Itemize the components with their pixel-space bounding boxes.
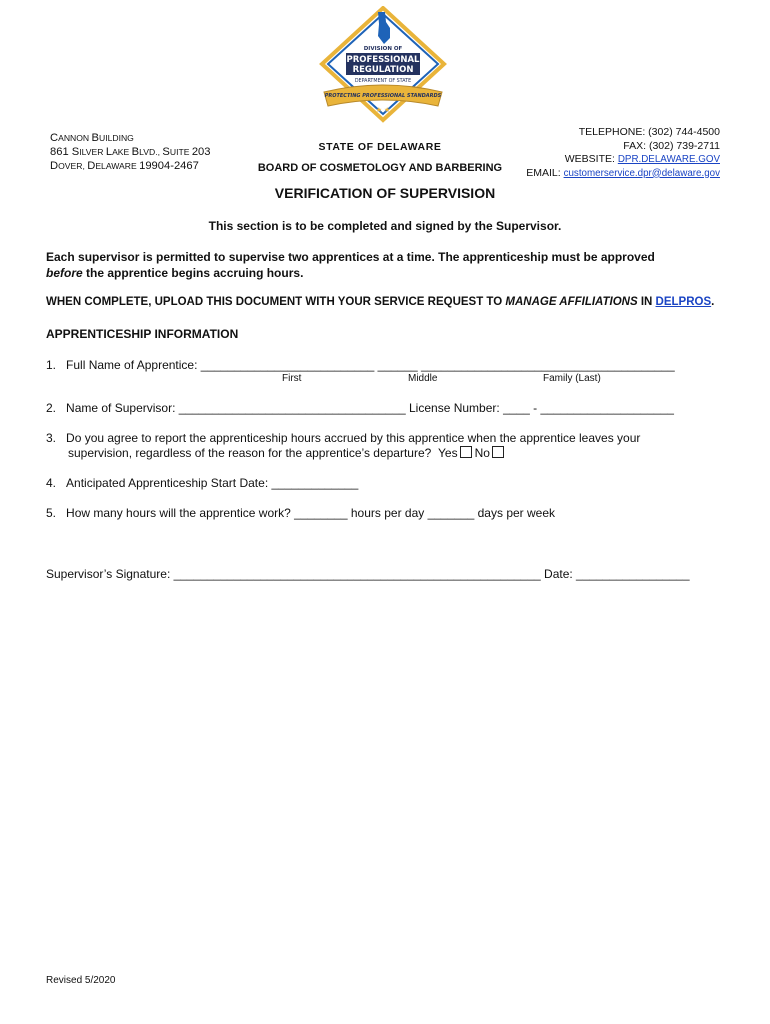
first-name-field[interactable]: __________________________ — [200, 358, 375, 372]
last-caption: Family (Last) — [543, 373, 601, 384]
hours-per-day-field[interactable]: ________ — [294, 506, 348, 520]
svg-text:PROTECTING PROFESSIONAL STANDA: PROTECTING PROFESSIONAL STANDARDS — [324, 93, 442, 99]
upload-instructions: WHEN COMPLETE, UPLOAD THIS DOCUMENT WITH YOUR SERVICE REQUEST TO MANAGE AFFILIATIONS IN DELPROS. — [46, 296, 715, 308]
svg-text:★ ★: ★ ★ — [375, 107, 391, 114]
website-line: WEBSITE: DPR.DELAWARE.GOV — [564, 153, 720, 165]
address-city: DOVER, DELAWARE 19904-2467 — [50, 160, 199, 172]
question-4: 4. Anticipated Apprenticeship Start Date: _____________ — [46, 476, 359, 490]
email-link[interactable]: customerservice.dpr@delaware.gov — [563, 167, 720, 179]
license-prefix-field[interactable]: ____ — [503, 401, 530, 415]
address-street: 861 SILVER LAKE BLVD., SUITE 203 — [50, 146, 211, 158]
fax: FAX: (302) 739-2711 — [623, 139, 720, 152]
office-address — [50, 131, 211, 173]
last-name-field[interactable]: ______________________________________ — [421, 358, 675, 372]
revision-note: Revised 5/2020 — [46, 975, 116, 986]
svg-text:DEPARTMENT OF STATE: DEPARTMENT OF STATE — [354, 79, 412, 84]
question-1: 1. Full Name of Apprentice: __________________________ ______ ______________________________________ — [46, 358, 675, 372]
yes-checkbox[interactable] — [460, 446, 472, 458]
question-3: 3. Do you agree to report the apprenticeship hours accrued by this apprentice when the apprentice leaves your supervision, regardless of the reason for the apprentice’s departure? Yes No — [46, 431, 641, 460]
supervision-rule: Each supervisor is permitted to supervise two apprentices at a time. The apprenticeship must be approved before the apprentice begins accruing hours. — [46, 250, 655, 280]
middle-caption: Middle — [408, 373, 438, 384]
signature-line: Supervisor’s Signature: _______________________________________________________ Date: _________________ — [46, 567, 690, 581]
svg-text:REGULATION: REGULATION — [352, 65, 414, 75]
svg-text:DIVISION OF: DIVISION OF — [363, 46, 403, 52]
email-line: EMAIL: customerservice.dpr@delaware.gov — [526, 166, 720, 179]
address-building: CANNON BUILDING — [50, 132, 134, 144]
page-title: VERIFICATION OF SUPERVISION — [274, 185, 496, 201]
svg-text:PROFESSIONAL: PROFESSIONAL — [346, 55, 420, 65]
intro-text: This section is to be completed and signed by the Supervisor. — [208, 219, 562, 233]
signature-date-field[interactable]: _________________ — [576, 567, 690, 581]
telephone: TELEPHONE: (302) 744-4500 — [578, 126, 720, 138]
first-caption: First — [282, 373, 302, 384]
question-2: 2. Name of Supervisor: __________________________________ License Number: ____ - ____________________ — [46, 401, 674, 415]
board-heading: BOARD OF COSMETOLOGY AND BARBERING — [257, 162, 503, 174]
supervisor-name-field[interactable]: __________________________________ — [178, 401, 406, 415]
delpros-link[interactable]: DELPROS — [655, 296, 712, 308]
license-number-field[interactable]: ____________________ — [540, 401, 674, 415]
start-date-field[interactable]: _____________ — [271, 476, 359, 490]
middle-name-field[interactable]: ______ — [377, 358, 418, 372]
state-heading: STATE OF DELAWARE — [318, 141, 442, 153]
section-heading: APPRENTICESHIP INFORMATION — [46, 327, 239, 341]
division-of-professional-regulation-logo — [318, 6, 448, 124]
question-5: 5. How many hours will the apprentice work? ________ hours per day _______ days per week — [46, 506, 556, 520]
days-per-week-field[interactable]: _______ — [427, 506, 475, 520]
no-checkbox[interactable] — [492, 446, 504, 458]
contact-info — [526, 126, 720, 180]
website-link[interactable]: DPR.DELAWARE.GOV — [617, 154, 720, 165]
signature-field[interactable]: _______________________________________________________ — [173, 567, 541, 581]
